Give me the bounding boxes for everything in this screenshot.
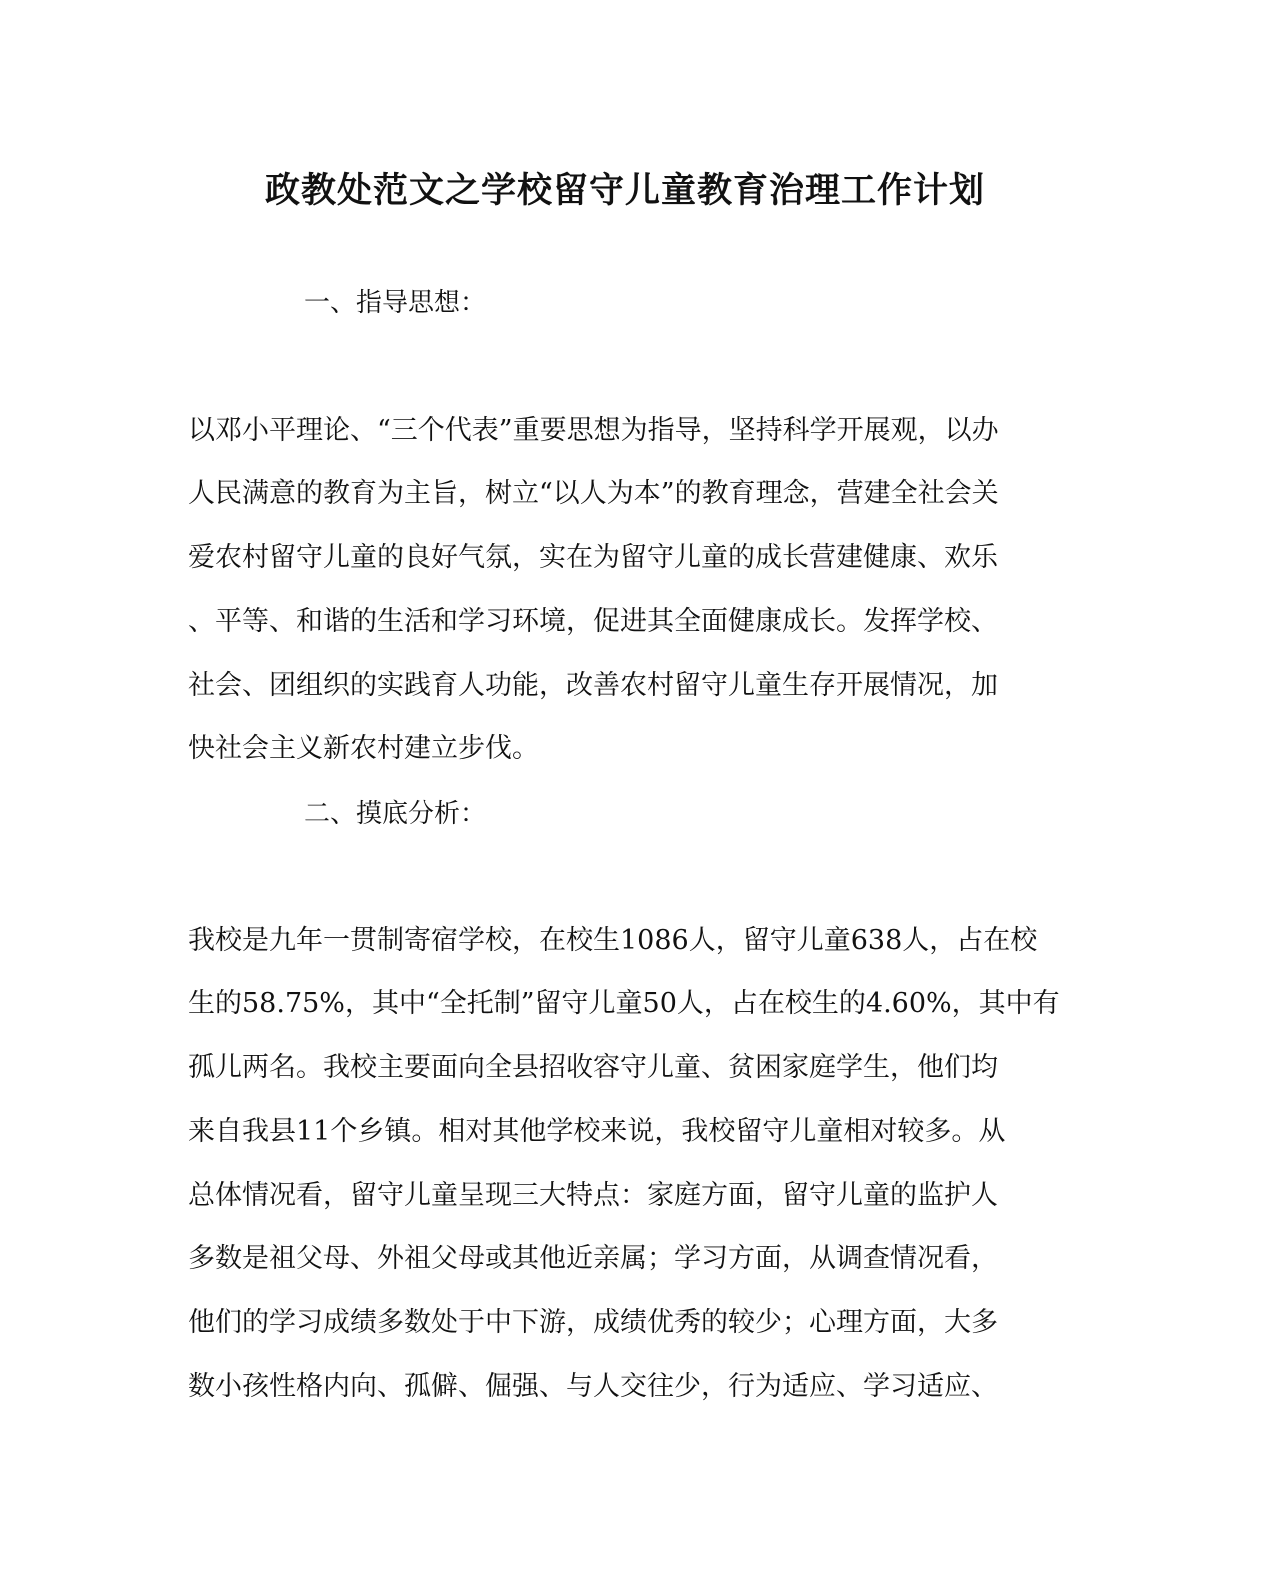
- document-title: 政教处范文之学校留守儿童教育治理工作计划: [264, 170, 985, 211]
- paragraph-line: 他们的学习成绩多数处于中下游，成绩优秀的较少；心理方面，大多: [188, 1307, 998, 1338]
- paragraph-line: 孤儿两名。我校主要面向全县招收容守儿童、贫困家庭学生，他们均: [188, 1052, 998, 1083]
- paragraph-line: 爱农村留守儿童的良好气氛，实在为留守儿童的成长营建健康、欢乐: [188, 542, 998, 573]
- section-heading-baseline-analysis: 二、摸底分析：: [304, 799, 487, 829]
- paragraph-line: 总体情况看，留守儿童呈现三大特点：家庭方面，留守儿童的监护人: [188, 1180, 998, 1211]
- paragraph-line: 人民满意的教育为主旨，树立“以人为本”的教育理念，营建全社会关: [188, 478, 999, 509]
- paragraph-line: 快社会主义新农村建立步伐。: [188, 733, 539, 764]
- paragraph-line: 、平等、和谐的生活和学习环境，促进其全面健康成长。发挥学校、: [188, 606, 998, 637]
- paragraph-line: 以邓小平理论、“三个代表”重要思想为指导，坚持科学开展观，以办: [188, 415, 999, 446]
- paragraph-line: 数小孩性格内向、孤僻、倔强、与人交往少，行为适应、学习适应、: [188, 1371, 998, 1402]
- paragraph-line: 来自我县11个乡镇。相对其他学校来说，我校留守儿童相对较多。从: [188, 1116, 1006, 1147]
- paragraph-line: 我校是九年一贯制寄宿学校，在校生1086人，留守儿童638人，占在校: [188, 925, 1038, 956]
- paragraph-line: 多数是祖父母、外祖父母或其他近亲属；学习方面，从调查情况看，: [188, 1243, 998, 1274]
- paragraph-line: 社会、团组织的实践育人功能，改善农村留守儿童生存开展情况，加: [188, 670, 998, 701]
- paragraph-line: 生的58.75%，其中“全托制”留守儿童50人，占在校生的4.60%，其中有: [188, 988, 1060, 1019]
- section-heading-guiding-ideology: 一、指导思想：: [304, 288, 487, 318]
